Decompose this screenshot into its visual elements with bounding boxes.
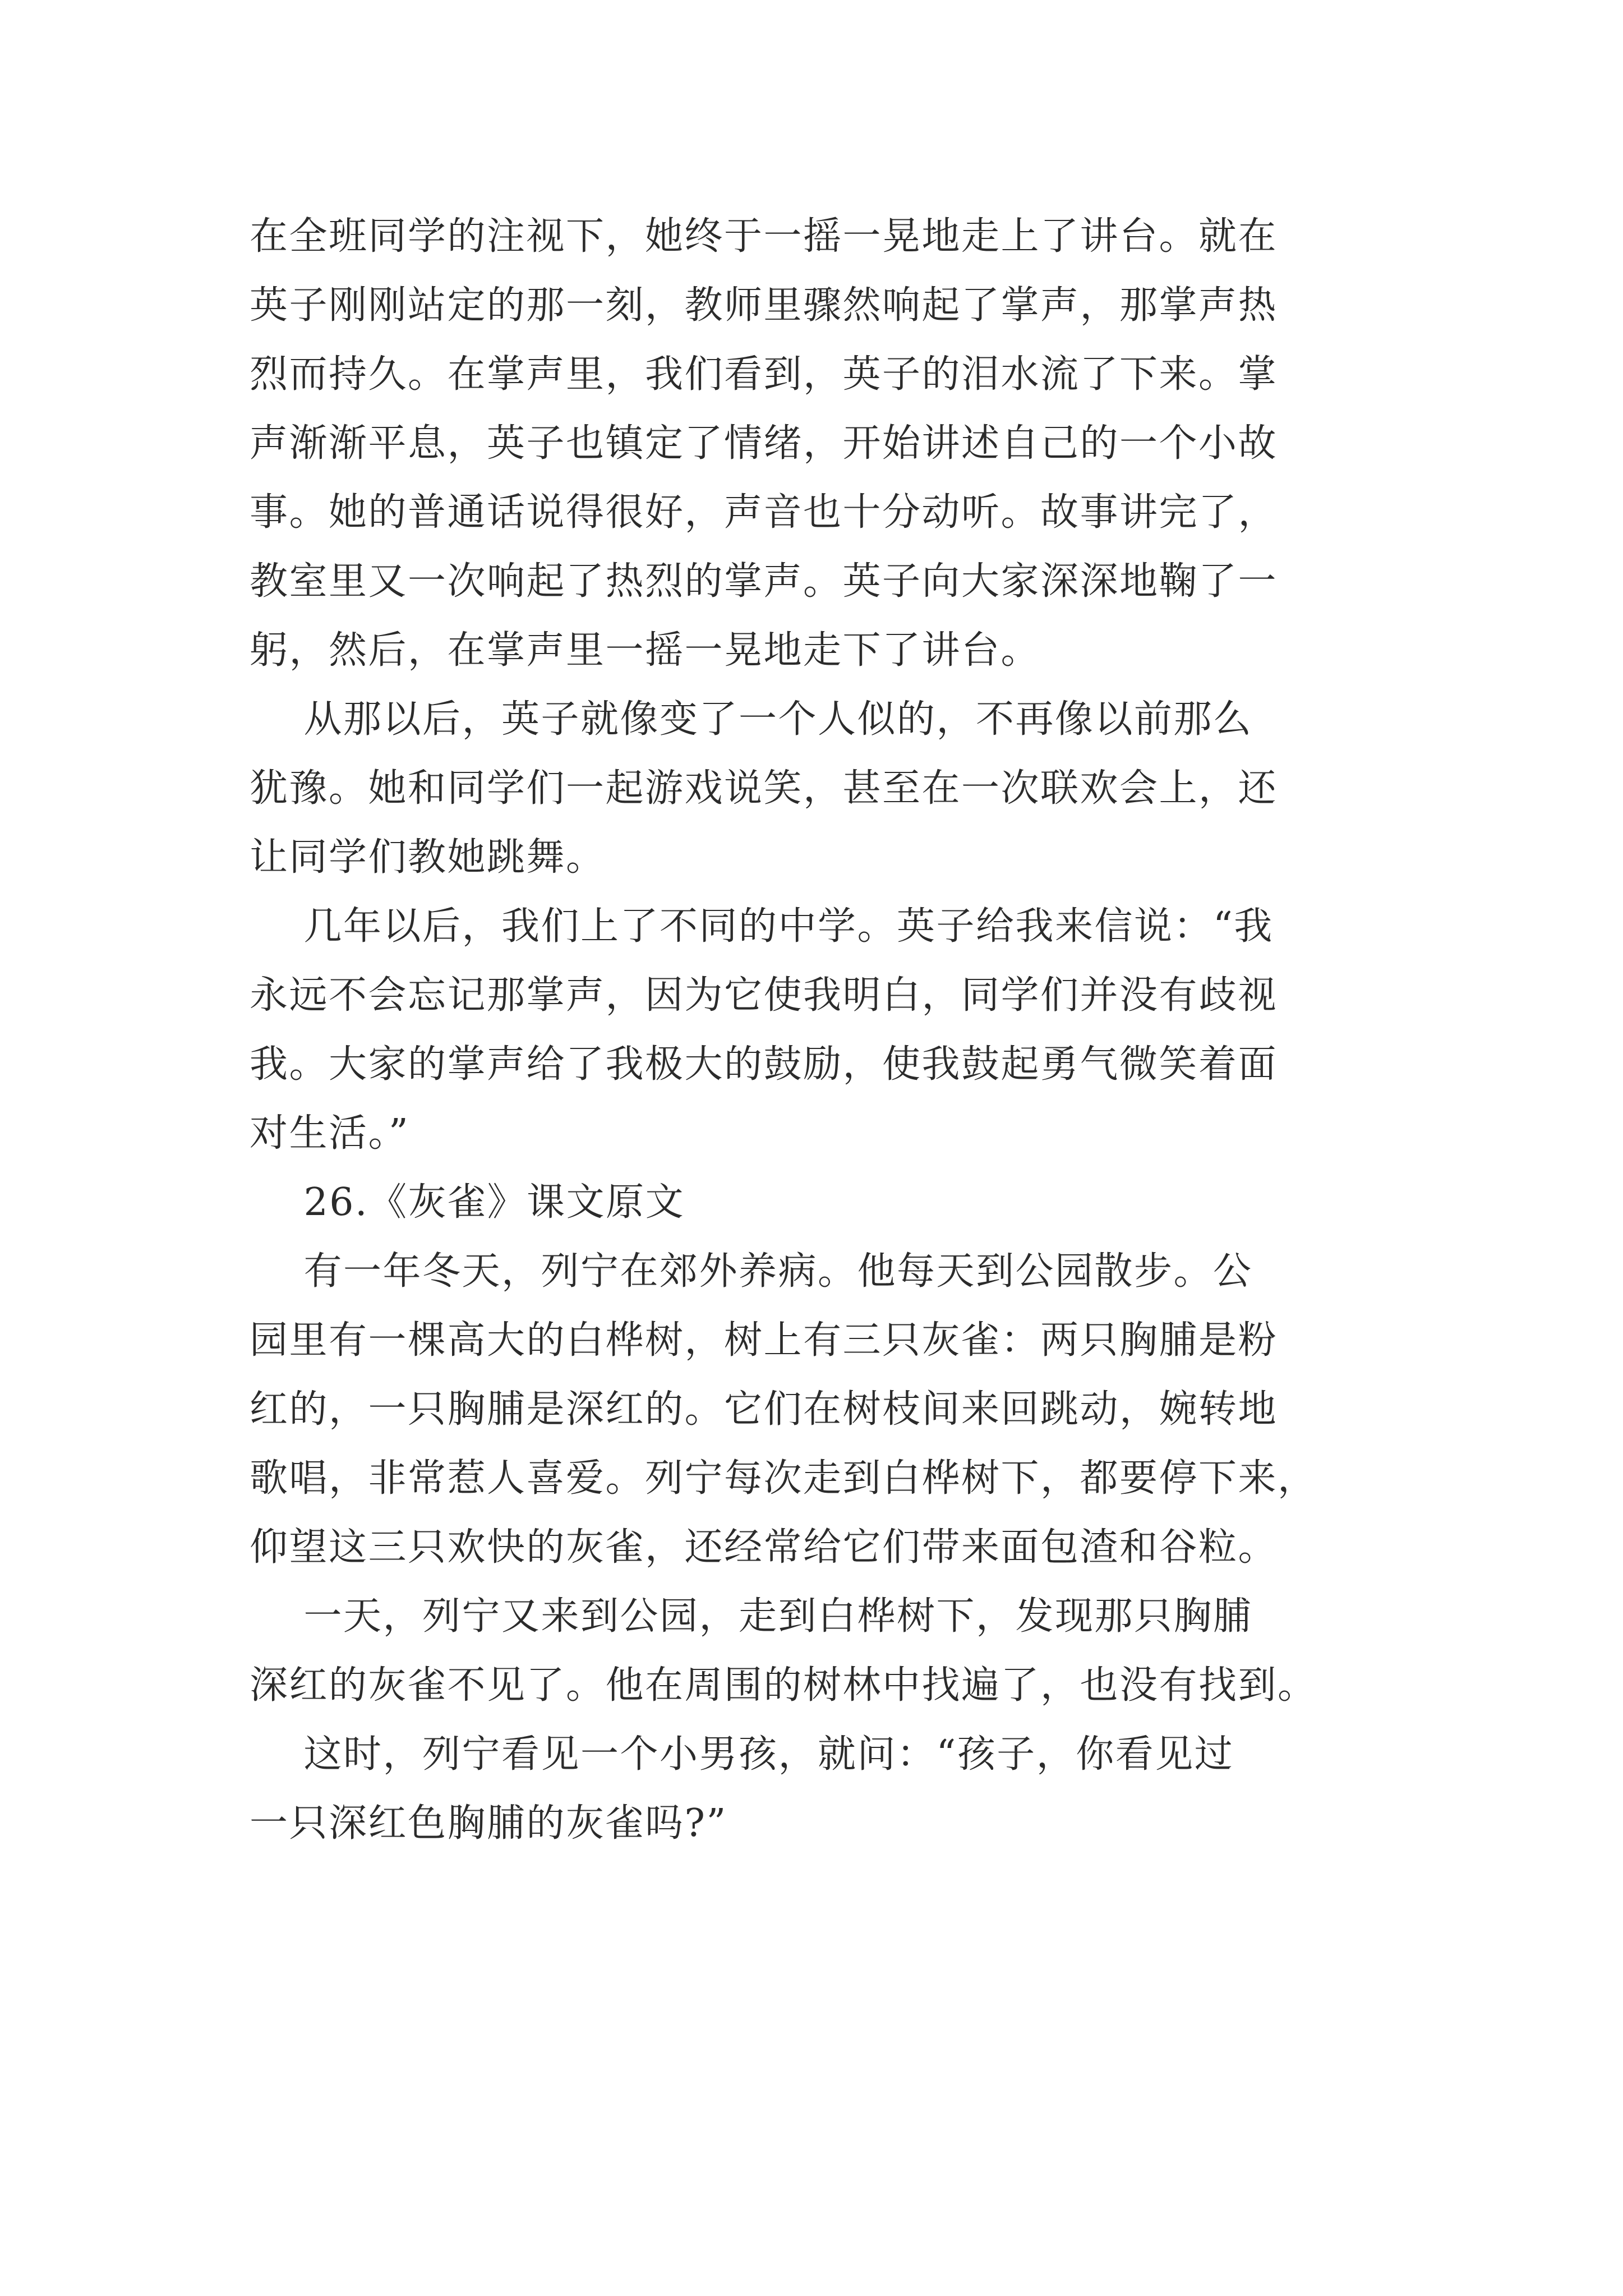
document-body	[250, 202, 1394, 1858]
paragraph	[250, 685, 1394, 892]
heading-line: 26.《灰雀》课文原文	[250, 1180, 685, 1225]
text-line: 在全班同学的注视下，她终于一摇一晃地走上了讲台。就在	[250, 214, 1278, 259]
text-line: 几年以后，我们上了不同的中学。英子给我来信说：“我	[250, 904, 1274, 949]
text-line: 深红的灰雀不见了。他在周围的树林中找遍了，也没有找到。	[250, 1663, 1317, 1708]
paragraph	[250, 1582, 1394, 1720]
text-line: 对生活。”	[250, 1111, 410, 1156]
section-heading	[250, 1168, 1394, 1237]
text-line: 我。大家的掌声给了我极大的鼓励，使我鼓起勇气微笑着面	[250, 1042, 1278, 1087]
text-line: 这时，列宁看见一个小男孩，就问：“孩子，你看见过	[250, 1732, 1234, 1777]
paragraph	[250, 1237, 1394, 1582]
text-line: 园里有一棵高大的白桦树，树上有三只灰雀：两只胸脯是粉	[250, 1318, 1278, 1363]
text-line: 躬，然后，在掌声里一摇一晃地走下了讲台。	[250, 628, 1041, 673]
paragraph	[250, 202, 1394, 685]
text-line: 红的，一只胸脯是深红的。它们在树枝间来回跳动，婉转地	[250, 1387, 1278, 1432]
text-line: 犹豫。她和同学们一起游戏说笑，甚至在一次联欢会上，还	[250, 766, 1278, 811]
text-line: 英子刚刚站定的那一刻，教师里骤然响起了掌声，那掌声热	[250, 283, 1278, 328]
text-line: 声渐渐平息，英子也镇定了情绪，开始讲述自己的一个小故	[250, 421, 1278, 466]
text-line: 从那以后，英子就像变了一个人似的，不再像以前那么	[250, 697, 1253, 742]
text-line: 烈而持久。在掌声里，我们看到，英子的泪水流了下来。掌	[250, 352, 1278, 397]
text-line: 一只深红色胸脯的灰雀吗?”	[250, 1801, 727, 1846]
text-line: 歌唱，非常惹人喜爱。列宁每次走到白桦树下，都要停下来，	[250, 1456, 1317, 1501]
text-line: 永远不会忘记那掌声，因为它使我明白，同学们并没有歧视	[250, 973, 1278, 1018]
text-line: 教室里又一次响起了热烈的掌声。英子向大家深深地鞠了一	[250, 559, 1278, 604]
paragraph	[250, 1720, 1394, 1858]
text-line: 有一年冬天，列宁在郊外养病。他每天到公园散步。公	[250, 1249, 1253, 1294]
text-line: 一天，列宁又来到公园，走到白桦树下，发现那只胸脯	[250, 1594, 1253, 1639]
text-line: 仰望这三只欢快的灰雀，还经常给它们带来面包渣和谷粒。	[250, 1525, 1278, 1570]
text-line: 让同学们教她跳舞。	[250, 835, 606, 880]
paragraph	[250, 892, 1394, 1168]
text-line: 事。她的普通话说得很好，声音也十分动听。故事讲完了，	[250, 490, 1278, 535]
